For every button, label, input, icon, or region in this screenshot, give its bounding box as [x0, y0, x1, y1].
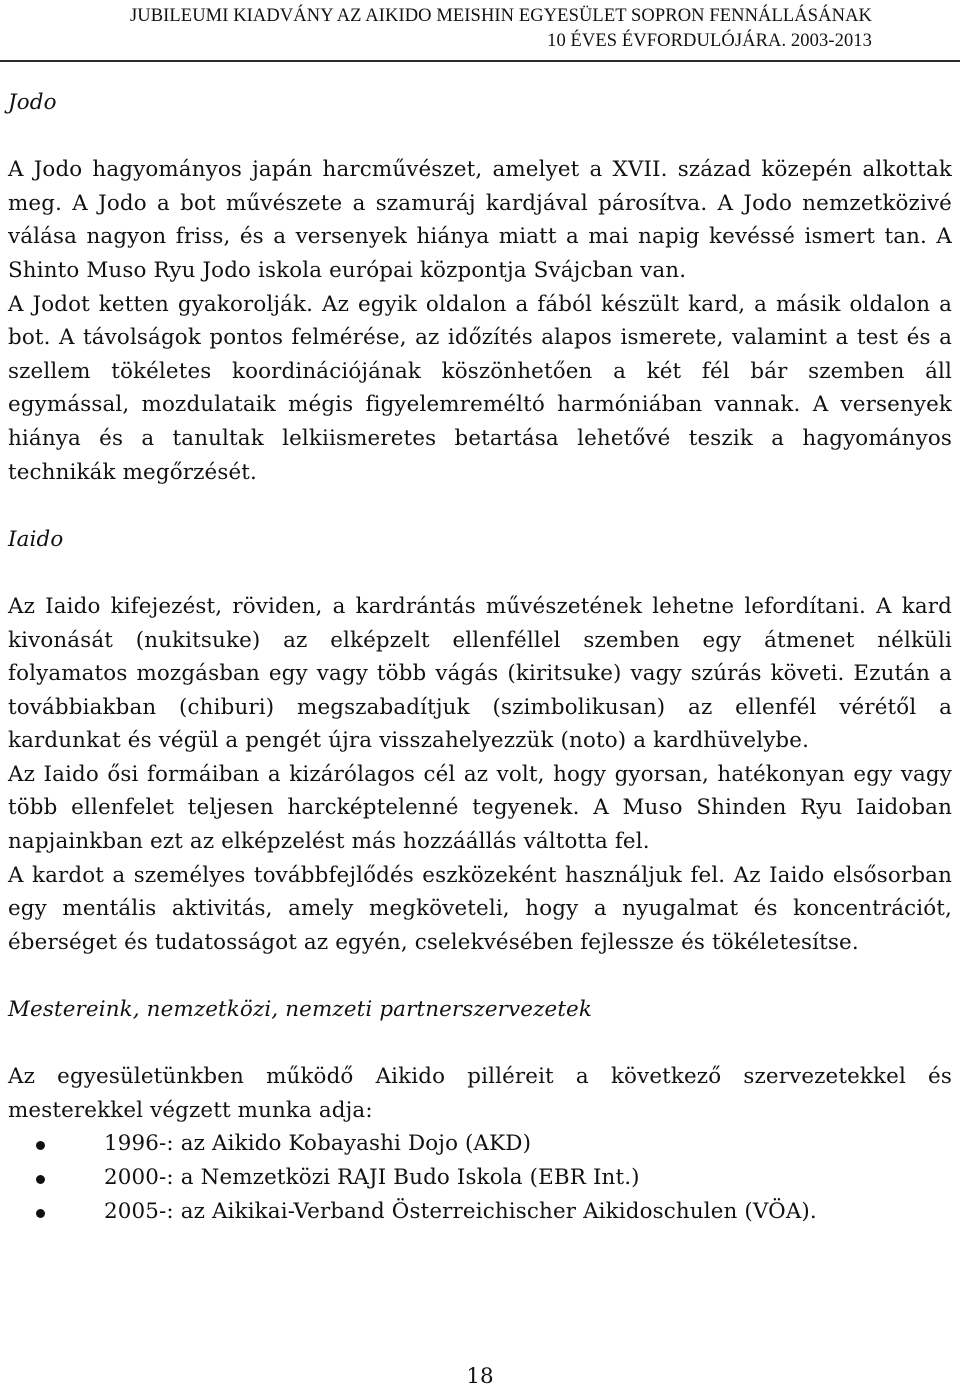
- page-content: [8, 86, 952, 1228]
- paragraph-iaido-3: A kardot a személyes továbbfejlődés eszközeként használjuk fel. Az Iaido elsősorban egy mentális aktivitás, amely megköveteli, hogy a nyugalmat és koncentrációt, éberséget és tudatosságot az egyén, cselekvésében fejlessze és tökéletesítse.: [8, 862, 952, 955]
- header-line-2: 10 ÉVES ÉVFORDULÓJÁRA. 2003-2013: [547, 31, 872, 51]
- list-item-text: 1996-: az Aikido Kobayashi Dojo (AKD): [104, 1131, 532, 1157]
- list-item: [8, 1161, 952, 1195]
- bullet-icon: [36, 1175, 45, 1184]
- spacer: [8, 120, 952, 154]
- spacer: [8, 1027, 952, 1061]
- header-rule: [0, 60, 960, 62]
- spacer: [8, 959, 952, 993]
- paragraph-jodo-1: A Jodo hagyományos japán harcművészet, amelyet a XVII. század közepén alkottak meg. A Jodo a bot művészete a szamuráj kardjával párosítva. A Jodo nemzetközivé válása nagyon friss, és a versenyek hiánya miatt a mai napig kevéssé ismert tan. A Shinto Muso Ryu Jodo iskola európai központja Svájcban van.: [8, 157, 952, 283]
- running-header: [52, 4, 872, 54]
- paragraph-partners-intro: Az egyesületünkben működő Aikido pilléreit a következő szervezetekkel és mesterekkel végzett munka adja:: [8, 1064, 952, 1123]
- paragraph-iaido-2: Az Iaido ősi formáiban a kizárólagos cél az volt, hogy gyorsan, hatékonyan egy vagy több ellenfelet teljesen harcképtelenné tegyenek. A Muso Shinden Ryu Iaidoban napjainkban ezt az elképzelést más hozzáállás váltotta fel.: [8, 761, 952, 855]
- list-item: [8, 1127, 952, 1161]
- partner-list: [8, 1127, 952, 1228]
- header-line-1: JUBILEUMI KIADVÁNY AZ AIKIDO MEISHIN EGYESÜLET SOPRON FENNÁLLÁSÁNAK: [129, 6, 872, 26]
- section-heading-iaido: Iaido: [8, 526, 64, 552]
- paragraph-jodo-2: A Jodot ketten gyakorolják. Az egyik oldalon a fából készült kard, a másik oldalon a bot. A távolságok pontos felmérése, az időzítés alapos ismerete, valamint a test és a szellem tökéletes koordinációjának köszönhetően a két fél bár szemben áll egymással, mozdulataik mégis figyelemreméltó harmóniában vannak. A versenyek hiánya és a tanultak lelkiismeretes betartása lehetővé teszik a hagyományos technikák megőrzését.: [8, 291, 952, 485]
- section-heading-jodo: Jodo: [8, 90, 57, 115]
- spacer: [8, 556, 952, 590]
- bullet-icon: [36, 1209, 45, 1218]
- list-item-text: 2000-: a Nemzetközi RAJI Budo Iskola (EBR Int.): [104, 1165, 640, 1190]
- page-number: 18: [466, 1364, 494, 1389]
- paragraph-iaido-1: Az Iaido kifejezést, röviden, a kardrántás művészetének lehetne lefordítani. A kard kivonását (nukitsuke) az elképzelt ellenféllel szemben egy átmenet nélküli folyamatos mozgásban egy vagy több vágás (kiritsuke) vagy szúrás követi. Ezután a továbbiakban (chiburi) megszabadítjuk (szimbolikusan) az ellenfél vérétől a kardunkat és végül a pengét újra visszahelyezzük (noto) a kardhüvelybe.: [8, 593, 952, 754]
- section-heading-partners: Mestereink, nemzetközi, nemzeti partnerszervezetek: [8, 997, 592, 1023]
- spacer: [8, 489, 952, 523]
- bullet-icon: [36, 1141, 45, 1150]
- list-item-text: 2005-: az Aikikai-Verband Österreichischer Aikidoschulen (VÖA).: [104, 1198, 817, 1224]
- list-item: [8, 1195, 952, 1229]
